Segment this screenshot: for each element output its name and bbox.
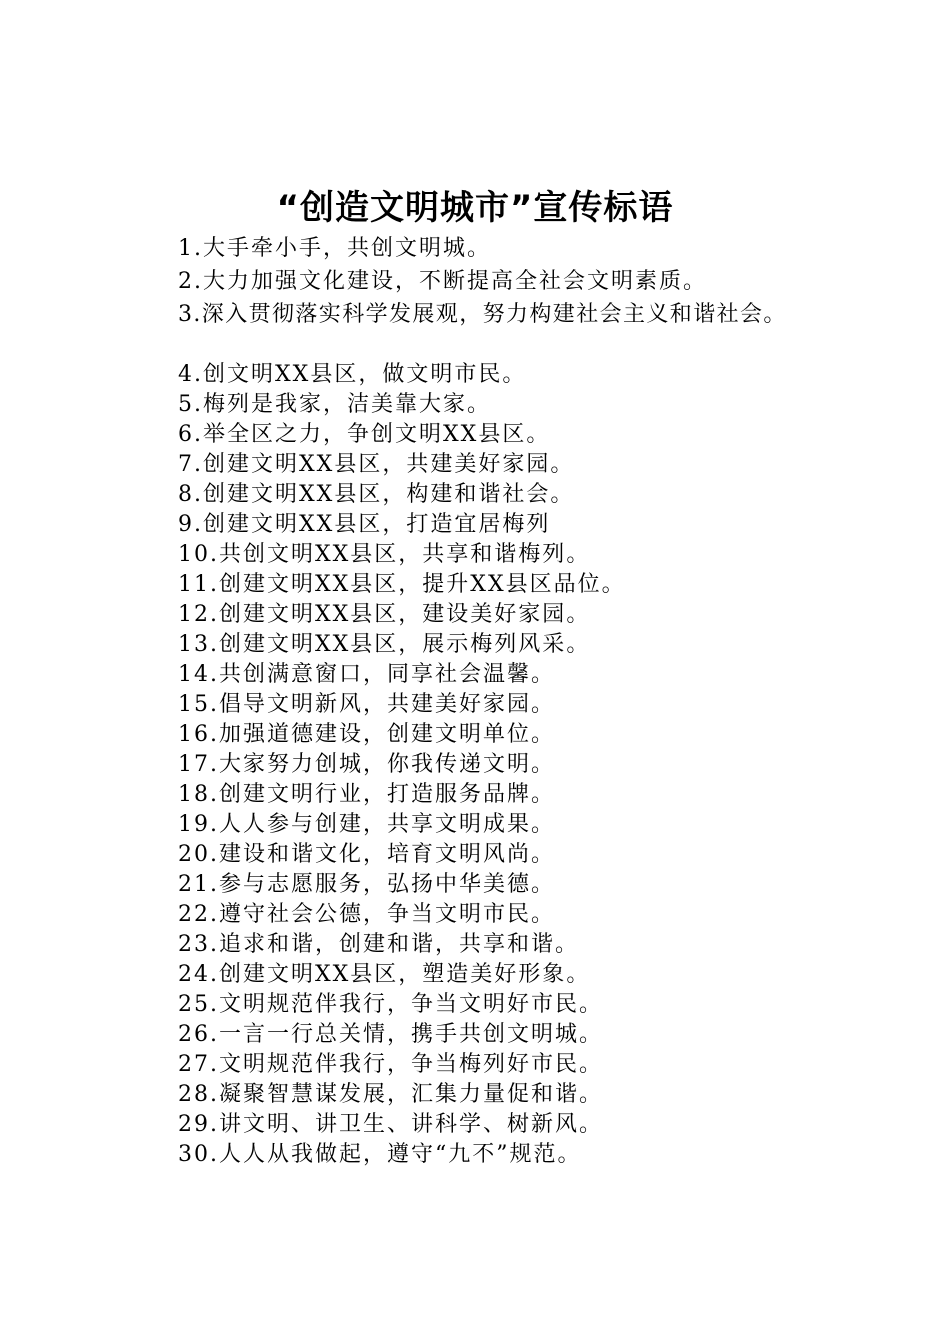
slogan-line: 30.人人从我做起，遵守“九不”规范。 bbox=[178, 1142, 582, 1167]
slogan-line: 10.共创文明XX县区，共享和谐梅列。 bbox=[178, 542, 591, 567]
slogan-line: 28.凝聚智慧谋发展，汇集力量促和谐。 bbox=[178, 1082, 603, 1107]
slogan-line: 21.参与志愿服务，弘扬中华美德。 bbox=[178, 872, 555, 897]
slogan-line: 19.人人参与创建，共享文明成果。 bbox=[178, 812, 555, 837]
slogan-line: 11.创建文明XX县区，提升XX县区品位。 bbox=[178, 572, 626, 597]
slogan-line: 18.创建文明行业，打造服务品牌。 bbox=[178, 782, 555, 807]
slogan-line: 27.文明规范伴我行，争当梅列好市民。 bbox=[178, 1052, 603, 1077]
slogan-line: 23.追求和谐，创建和谐，共享和谐。 bbox=[178, 932, 579, 957]
slogan-line: 17.大家努力创城，你我传递文明。 bbox=[178, 752, 555, 777]
slogan-line: 9.创建文明XX县区，打造宜居梅列 bbox=[178, 512, 551, 537]
slogan-line: 8.创建文明XX县区，构建和谐社会。 bbox=[178, 482, 575, 507]
slogan-line: 20.建设和谐文化，培育文明风尚。 bbox=[178, 842, 555, 867]
slogan-line: 4.创文明XX县区，做文明市民。 bbox=[178, 362, 527, 387]
slogan-line: 26.一言一行总关情，携手共创文明城。 bbox=[178, 1022, 603, 1047]
slogan-line: 25.文明规范伴我行，争当文明好市民。 bbox=[178, 992, 603, 1017]
slogan-line: 12.创建文明XX县区，建设美好家园。 bbox=[178, 602, 591, 627]
slogan-line: 16.加强道德建设，创建文明单位。 bbox=[178, 722, 555, 747]
slogan-line: 14.共创满意窗口，同享社会温馨。 bbox=[178, 662, 555, 687]
slogan-line: 22.遵守社会公德，争当文明市民。 bbox=[178, 902, 555, 927]
slogan-line: 29.讲文明、讲卫生、讲科学、树新风。 bbox=[178, 1112, 603, 1137]
slogan-line: 1.大手牵小手，共创文明城。 bbox=[178, 236, 491, 261]
slogan-line: 2.大力加强文化建设，不断提高全社会文明素质。 bbox=[178, 269, 707, 294]
slogan-line: 6.举全区之力，争创文明XX县区。 bbox=[178, 422, 551, 447]
slogan-line: 7.创建文明XX县区，共建美好家园。 bbox=[178, 452, 575, 477]
slogan-line: 5.梅列是我家，洁美靠大家。 bbox=[178, 392, 491, 417]
slogan-line: 24.创建文明XX县区，塑造美好形象。 bbox=[178, 962, 591, 987]
slogan-line: 15.倡导文明新风，共建美好家园。 bbox=[178, 692, 555, 717]
slogan-line: 3.深入贯彻落实科学发展观，努力构建社会主义和谐社会。 bbox=[178, 302, 787, 327]
document-title: “创造文明城市”宣传标语 bbox=[276, 188, 674, 228]
slogan-line: 13.创建文明XX县区，展示梅列风采。 bbox=[178, 632, 591, 657]
